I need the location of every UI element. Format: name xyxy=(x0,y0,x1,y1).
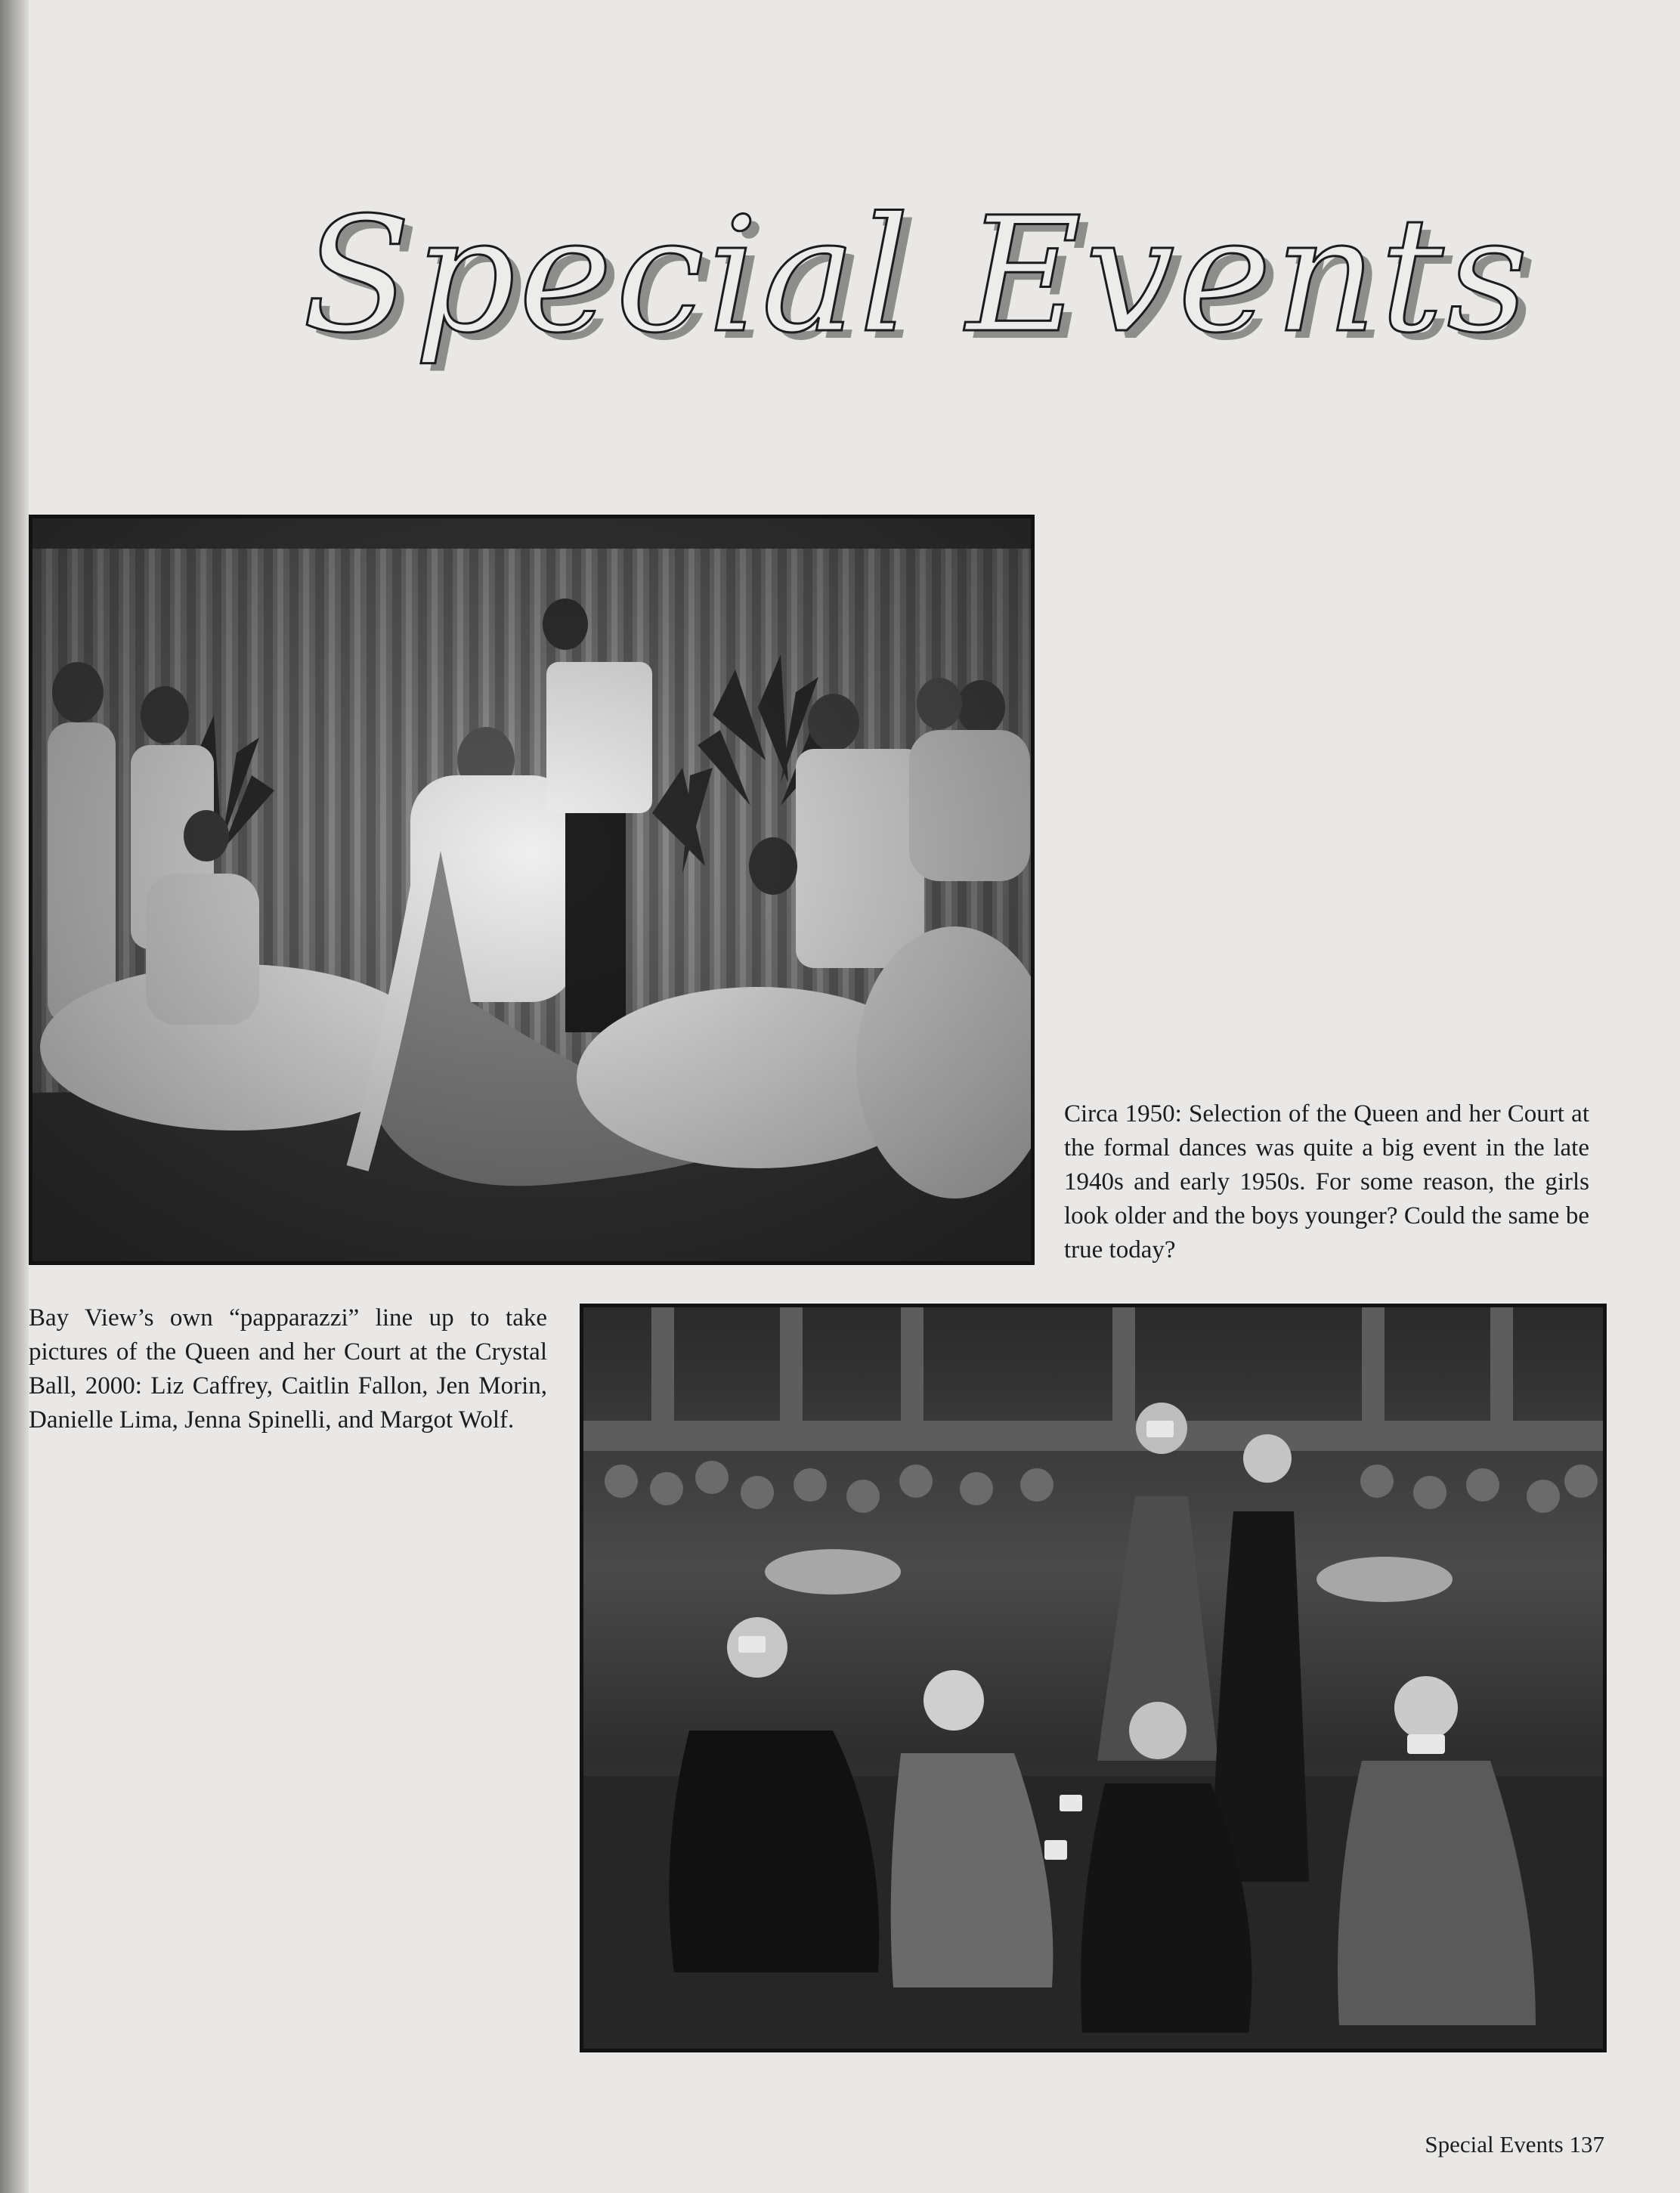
page-title: Special Events xyxy=(302,183,1532,368)
book-binding-edge xyxy=(0,0,29,2193)
crystal-ball-2000-photo xyxy=(580,1304,1607,2052)
photo-caption-1950: Circa 1950: Selection of the Queen and her Court at the formal dances was quite a big event in the late 1940s and early 1950s. For some reason, the girls look older and the boys younger? Could the same be true today? xyxy=(1064,1100,1589,1264)
page-folio: Special Events 137 xyxy=(1425,2131,1604,2157)
photo-caption-2000: Bay View’s own “papparazzi” line up to take pictures of the Queen and her Court at the Crystal Ball, 2000: Liz Caffrey, Caitlin Fallon, Jen Morin, Danielle Lima, Jenna Spinelli, and Margot Wolf. xyxy=(29,1304,547,1434)
queen-court-1950-photo xyxy=(29,515,1035,1265)
